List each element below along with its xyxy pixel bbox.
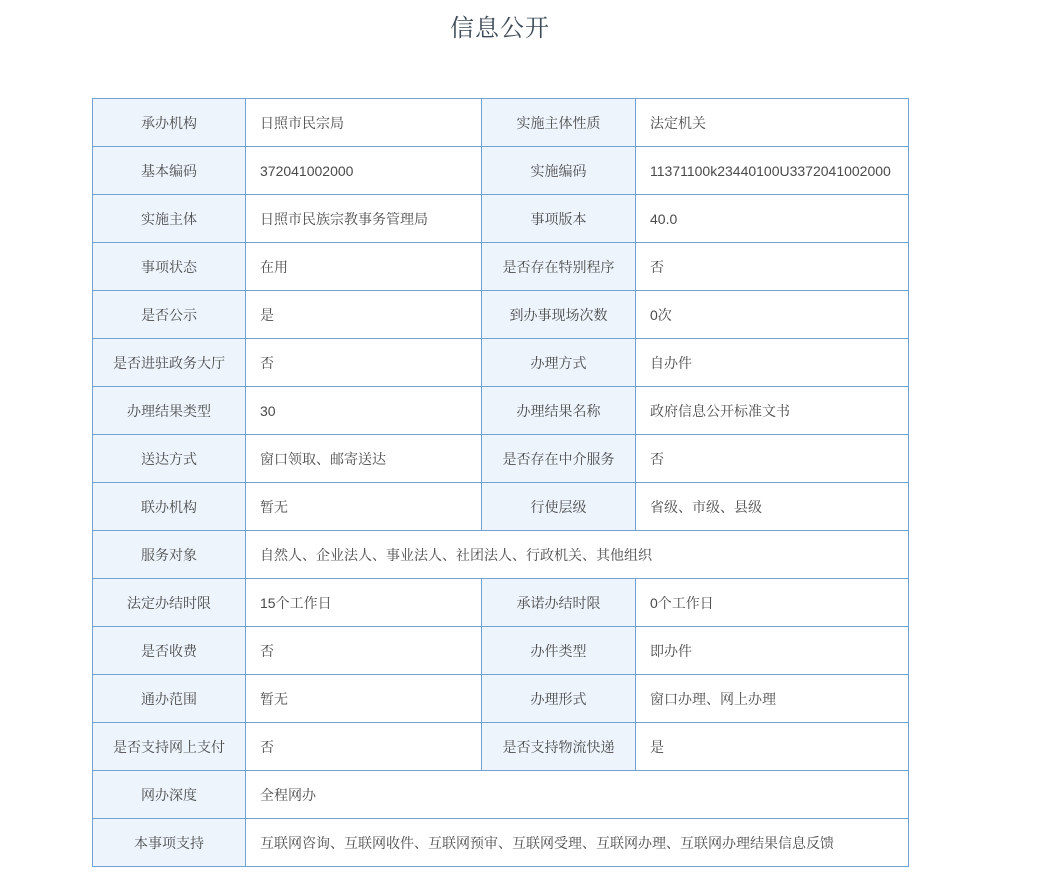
field-value: 窗口领取、邮寄送达 [246,435,482,483]
field-label: 是否进驻政务大厅 [93,339,246,387]
table-row [93,771,909,819]
field-label: 办理形式 [482,675,636,723]
table-row [93,291,909,339]
field-label: 是否支持网上支付 [93,723,246,771]
field-label: 承诺办结时限 [482,579,636,627]
field-value: 政府信息公开标准文书 [636,387,909,435]
field-label: 是否支持物流快递 [482,723,636,771]
field-value: 日照市民宗局 [246,99,482,147]
field-value: 否 [246,339,482,387]
field-value: 即办件 [636,627,909,675]
field-value: 暂无 [246,483,482,531]
field-label: 承办机构 [93,99,246,147]
field-value: 15个工作日 [246,579,482,627]
field-label: 通办范围 [93,675,246,723]
field-label: 联办机构 [93,483,246,531]
field-value: 11371100k23440100U3372041002000 [636,147,909,195]
table-row [93,579,909,627]
field-value: 40.0 [636,195,909,243]
table-row [93,147,909,195]
field-label: 是否存在特别程序 [482,243,636,291]
field-label: 送达方式 [93,435,246,483]
field-label: 实施主体 [93,195,246,243]
field-value: 暂无 [246,675,482,723]
table-row [93,243,909,291]
table-row [93,675,909,723]
field-label: 事项状态 [93,243,246,291]
field-label: 是否公示 [93,291,246,339]
field-value: 法定机关 [636,99,909,147]
field-label: 事项版本 [482,195,636,243]
content-wrap [92,0,908,867]
field-label: 服务对象 [93,531,246,579]
table-row [93,483,909,531]
field-label: 到办事现场次数 [482,291,636,339]
field-value: 0次 [636,291,909,339]
page-title: 信息公开 [450,15,550,42]
table-row [93,723,909,771]
field-label: 网办深度 [93,771,246,819]
field-label: 办理结果名称 [482,387,636,435]
field-value: 否 [636,435,909,483]
table-row [93,627,909,675]
table-row [93,195,909,243]
field-value: 30 [246,387,482,435]
field-value: 日照市民族宗教事务管理局 [246,195,482,243]
field-label: 实施主体性质 [482,99,636,147]
field-value: 自然人、企业法人、事业法人、社团法人、行政机关、其他组织 [246,531,909,579]
field-label: 法定办结时限 [93,579,246,627]
field-value: 否 [246,627,482,675]
field-value: 全程网办 [246,771,909,819]
table-row [93,435,909,483]
field-label: 办件类型 [482,627,636,675]
field-label: 办理结果类型 [93,387,246,435]
table-row [93,99,909,147]
field-value: 否 [246,723,482,771]
field-label: 办理方式 [482,339,636,387]
field-label: 行使层级 [482,483,636,531]
field-value: 372041002000 [246,147,482,195]
info-table [92,98,909,867]
table-row [93,531,909,579]
field-label: 实施编码 [482,147,636,195]
field-value: 在用 [246,243,482,291]
field-label: 是否存在中介服务 [482,435,636,483]
field-value: 否 [636,243,909,291]
field-value: 省级、市级、县级 [636,483,909,531]
field-value: 是 [246,291,482,339]
field-value: 互联网咨询、互联网收件、互联网预审、互联网受理、互联网办理、互联网办理结果信息反馈 [246,819,909,867]
field-value: 自办件 [636,339,909,387]
table-row [93,339,909,387]
field-label: 是否收费 [93,627,246,675]
table-row [93,387,909,435]
field-label: 基本编码 [93,147,246,195]
field-value: 窗口办理、网上办理 [636,675,909,723]
info-table-body [93,99,909,867]
field-value: 是 [636,723,909,771]
field-label: 本事项支持 [93,819,246,867]
field-value: 0个工作日 [636,579,909,627]
table-row [93,819,909,867]
